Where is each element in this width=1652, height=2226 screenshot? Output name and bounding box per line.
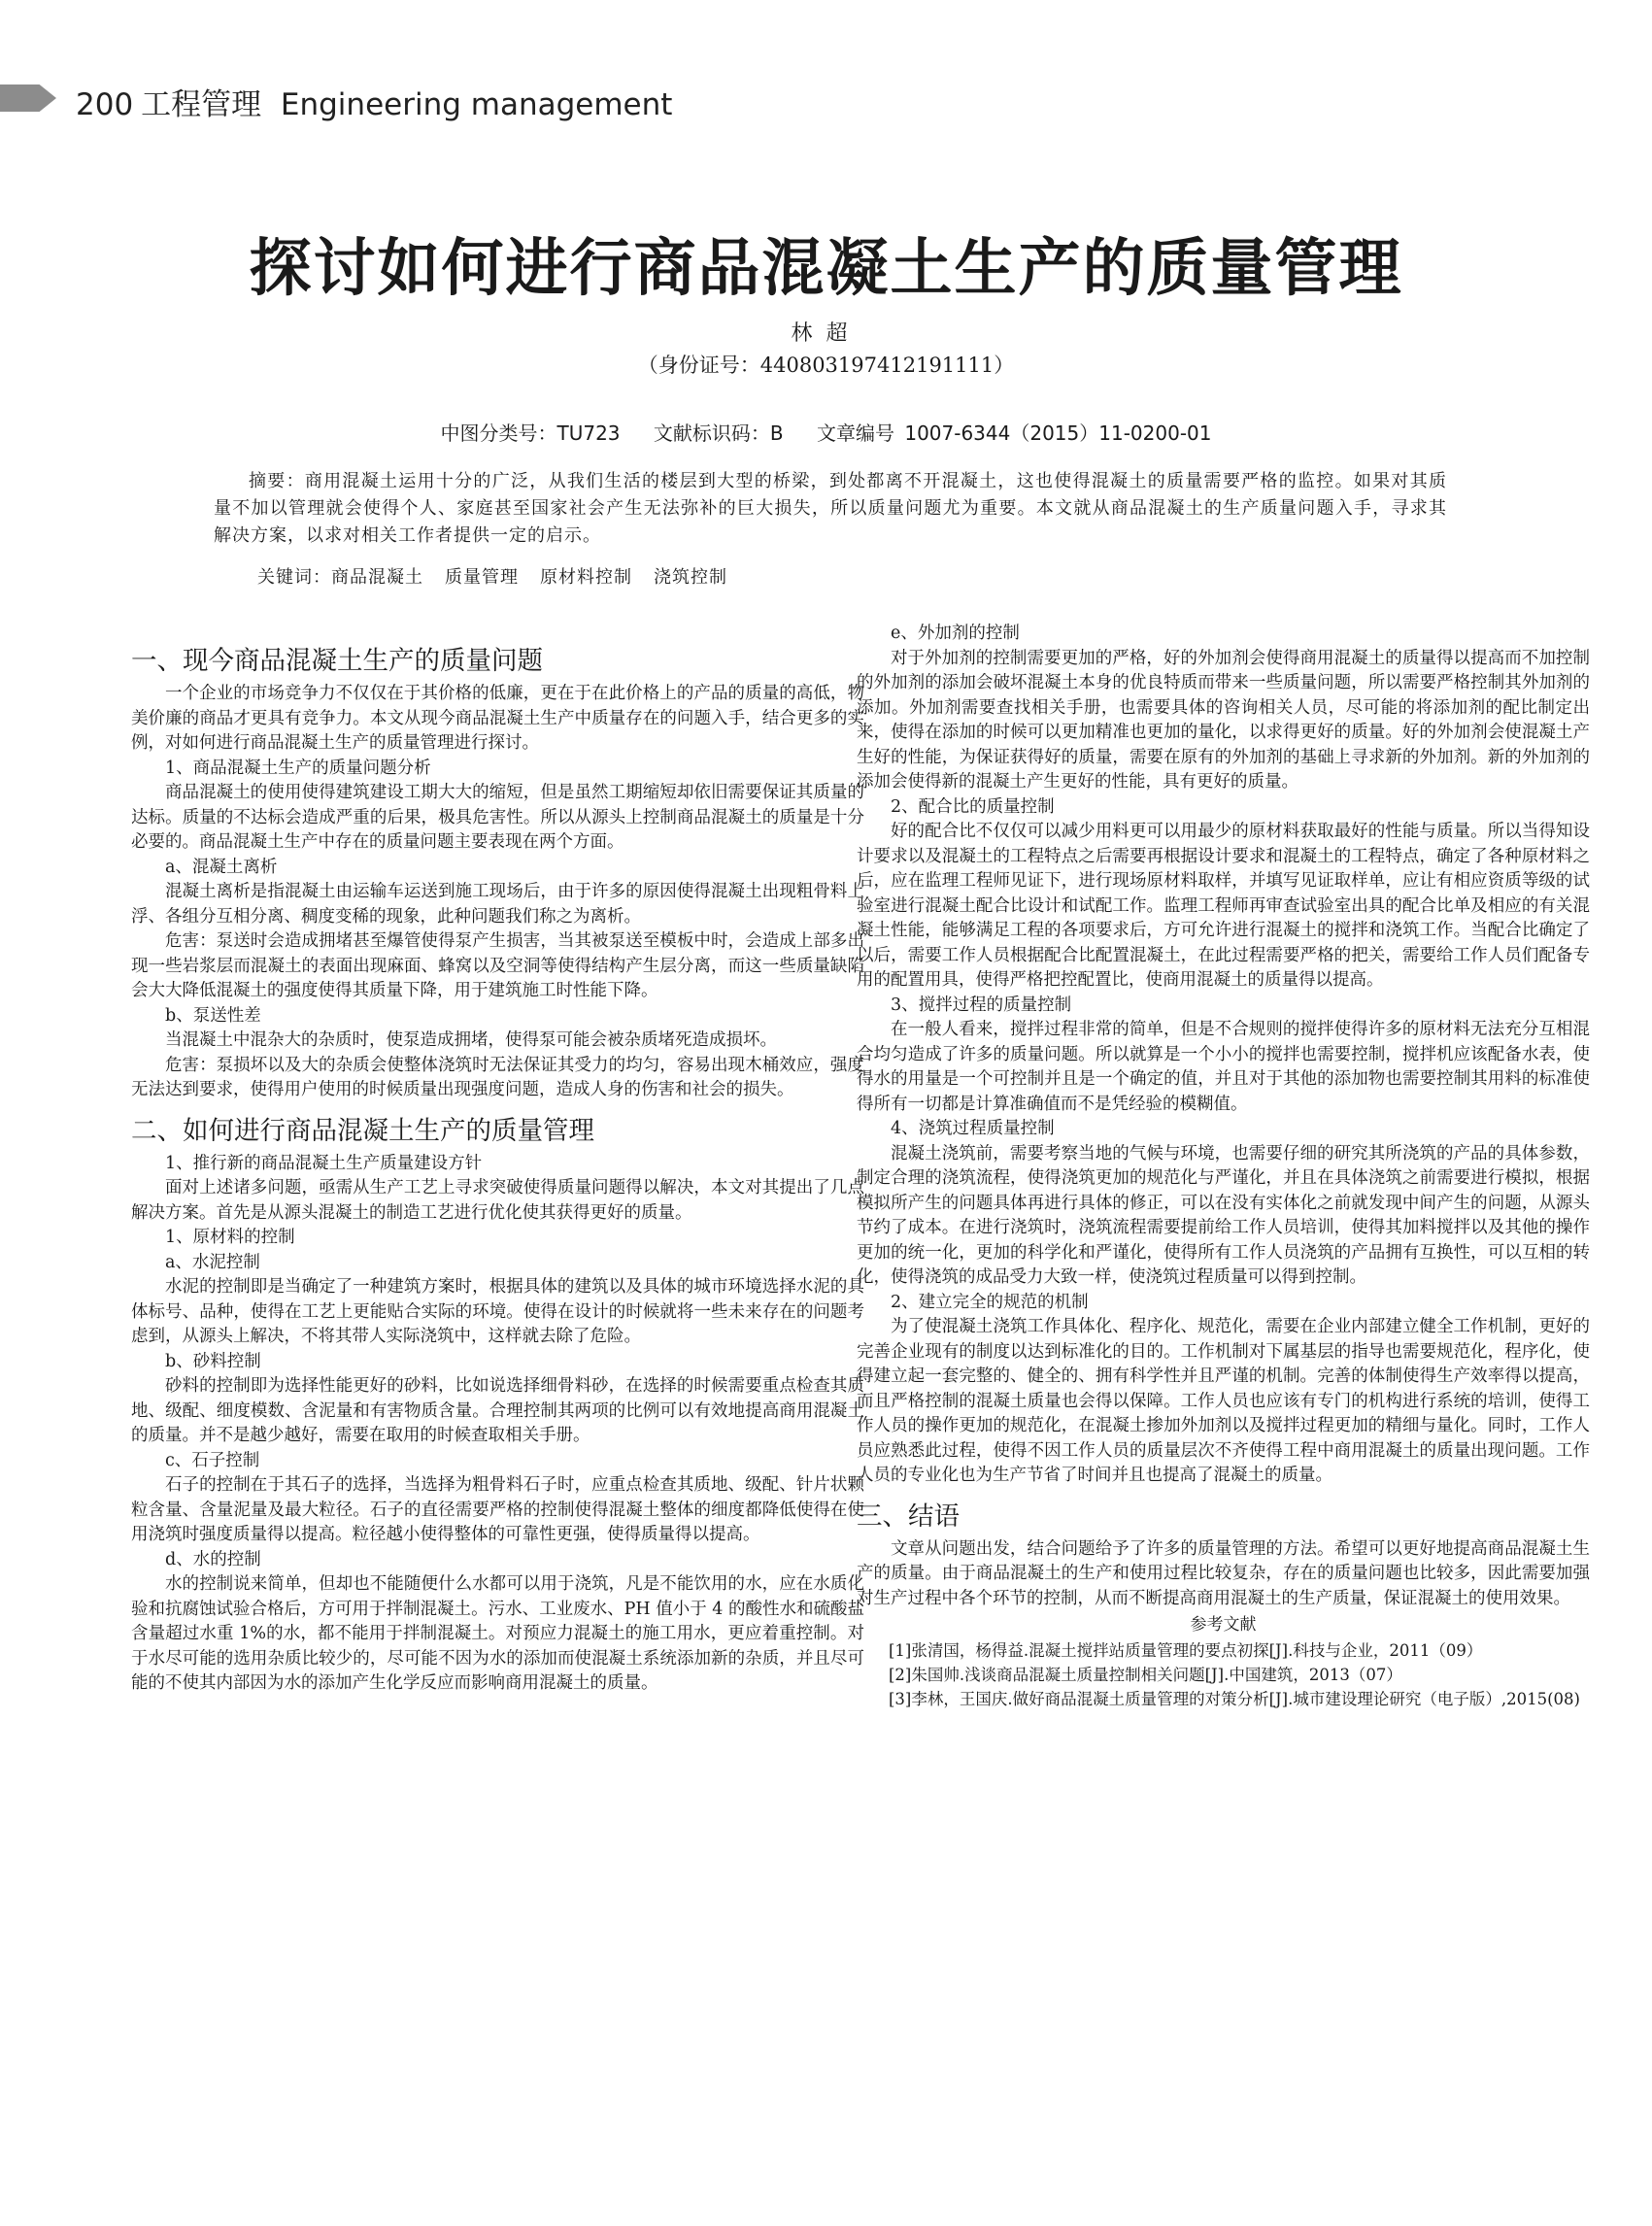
doc-code: 文献标识码：B xyxy=(653,422,784,445)
reference-item: [2]朱国帅.浅谈商品混凝土质量控制相关问题[J].中国建筑，2013（07） xyxy=(889,1665,1402,1684)
subheading: a、混凝土离析 xyxy=(165,857,278,877)
subheading: 1、商品混凝土生产的质量问题分析 xyxy=(165,758,431,778)
subheading: 1、推行新的商品混凝土生产质量建设方针 xyxy=(165,1153,483,1173)
keyword: 原材料控制 xyxy=(540,567,632,588)
subheading: b、泵送性差 xyxy=(165,1005,261,1026)
author-name: 林超 xyxy=(791,321,861,346)
right-column xyxy=(857,622,1590,1711)
clc-number: 中图分类号：TU723 xyxy=(440,422,621,445)
paragraph: 危害：泵损坏以及大的杂质会使整体浇筑时无法保证其受力的均匀，容易出现木桶效应，强度无法达到要求，使得用户使用的时候质量出现强度问题，造成人身的伤害和社会的损失。 xyxy=(131,1055,864,1099)
subheading: 2、配合比的质量控制 xyxy=(891,796,1055,817)
keyword: 浇筑控制 xyxy=(654,567,727,588)
running-header xyxy=(76,80,672,123)
paragraph: 当混凝土中混杂大的杂质时，使泵造成拥堵，使得泵可能会被杂质堵死造成损坏。 xyxy=(165,1030,777,1050)
paragraph: 商品混凝土的使用使得建筑建设工期大大的缩短，但是虽然工期缩短却依旧需要保证其质量的达标。质量的不达标会造成严重的后果，极具危害性。所以从源头上控制商品混凝土的质量是十分必要的。商品混凝土生产中存在的质量问题主要表现在两个方面。 xyxy=(131,783,864,852)
paragraph: 水泥的控制即是当确定了一种建筑方案时，根据具体的建筑以及具体的城市环境选择水泥的具体标号、品种，使得在工艺上更能贴合实际的环境。使得在设计的时候就将一些未来存在的问题考虑到，从源头上解决，不将其带人实际浇筑中，这样就去除了危险。 xyxy=(131,1277,864,1346)
paragraph: 面对上述诸多问题，亟需从生产工艺上寻求突破使得质量问题得以解决，本文对其提出了几点解决方案。首先是从源头混凝土的制造工艺进行优化使其获得更好的质量。 xyxy=(131,1178,864,1223)
header-arrow-bar xyxy=(0,84,56,112)
subheading: a、水泥控制 xyxy=(165,1252,260,1272)
keywords xyxy=(257,563,749,589)
header-section-cn: 工程管理 xyxy=(141,87,262,122)
paragraph: 在一般人看来，搅拌过程非常的简单，但是不合规则的搅拌使得许多的原材料无法充分互相混合均匀造成了许多的质量问题。所以就算是一个小小的搅拌也需要控制，搅拌机应该配备水表，使得水的用量是一个可控制并且是一个确定的值，并且对于其他的添加物也需要控制其用料的标准使得所有一切都是计算准确值而不是凭经验的模糊值。 xyxy=(857,1020,1590,1114)
reference-item: [3]李林，王国庆.做好商品混凝土质量管理的对策分析[J].城市建设理论研究（电子版）,2015(08) xyxy=(889,1689,1580,1708)
reference-item: [1]张清国，杨得益.混凝土搅拌站质量管理的要点初探[J].科技与企业，2011（09） xyxy=(889,1640,1483,1660)
paragraph: 水的控制说来简单，但却也不能随便什么水都可以用于浇筑，凡是不能饮用的水，应在水质化验和抗腐蚀试验合格后，方可用于拌制混凝土。污水、工业废水、PH 值小于 4 的酸性水和硫酸盐含量超过水重 1%的水，都不能用于拌制混凝土。对预应力混凝土的施工用水，更应着重控制。对于水尽可能的选用杂质比较少的，尽可能不因为水的添加而使混凝土系统添加新的杂质，并且尽可能的不使其内部因为水的添加产生化学反应而影响商用混凝土的质量。 xyxy=(131,1574,864,1693)
subheading: b、砂料控制 xyxy=(165,1351,261,1371)
subheading: 4、浇筑过程质量控制 xyxy=(891,1119,1055,1138)
left-column xyxy=(131,622,864,1697)
subheading: 3、搅拌过程的质量控制 xyxy=(891,995,1072,1015)
section-heading-1: 一、现今商品混凝土生产的质量问题 xyxy=(131,646,543,676)
article-number: 文章编号 1007-6344（2015）11-0200-01 xyxy=(816,422,1212,445)
paragraph: 对于外加剂的控制需要更加的严格，好的外加剂会使得商用混凝土的质量得以提高而不加控制的外加剂的添加会破坏混凝土本身的优良特质而带来一些质量问题，所以需要严格控制其外加剂的添加。外加剂需要查找相关手册，也需要具体的咨询相关人员，尽可能的将添加剂的配比制定出来，使得在添加的时候可以更加精准也更加的量化，以求得更好的质量。好的外加剂会使混凝土产生好的性能，为保证获得好的质量，需要在原有的外加剂的基础上寻求新的外加剂。新的外加剂的添加会使得新的混凝土产生更好的性能，具有更好的质量。 xyxy=(857,648,1590,792)
references-title: 参考文献 xyxy=(1190,1615,1257,1635)
paragraph: 一个企业的市场竞争力不仅仅在于其价格的低廉，更在于在此价格上的产品的质量的高低，物美价廉的商品才更具有竞争力。本文从现今商品混凝土生产中质量存在的问题入手，结合更多的实例，对如何进行商品混凝土生产的质量管理进行探讨。 xyxy=(131,684,864,753)
paragraph: 危害：泵送时会造成拥堵甚至爆管使得泵产生损害，当其被泵送至模板中时，会造成上部多出现一些岩浆层而混凝土的表面出现麻面、蜂窝以及空洞等使得结构产生层分离，而这一些质量缺陷会大大降低混凝土的强度使得其质量下降，用于建筑施工时性能下降。 xyxy=(131,931,864,1000)
paragraph: 砂料的控制即为选择性能更好的砂料，比如说选择细骨料砂，在选择的时候需要重点检查其质地、级配、细度模数、含泥量和有害物质含量。合理控制其两项的比例可以有效地提高商用混凝土的质量。并不是越少越好，需要在取用的时候查取相关手册。 xyxy=(131,1376,864,1445)
paragraph: 混凝土浇筑前，需要考察当地的气候与环境，也需要仔细的研究其所浇筑的产品的具体参数，制定合理的浇筑流程，使得浇筑更加的规范化与严谨化，并且在具体浇筑之前需要进行模拟，根据模拟所产生的问题具体再进行具体的修正，可以在没有实体化之前就发现中间产生的问题，从源头节约了成本。在进行浇筑时，浇筑流程需要提前给工作人员培训，使得其加料搅拌以及其他的操作更加的统一化，更加的科学化和严谨化，使得所有工作人员浇筑的产品拥有互换性，可以互相的转化，使得浇筑的成品受力大致一样，使浇筑过程质量可以得到控制。 xyxy=(857,1143,1590,1287)
subheading: c、石子控制 xyxy=(165,1450,260,1470)
keywords-label: 关键词： xyxy=(257,567,331,588)
section-heading-3: 三、结语 xyxy=(857,1501,960,1532)
author-id: （身份证号：440803197412191111） xyxy=(637,354,1015,377)
article-title: 探讨如何进行商品混凝土生产的质量管理 xyxy=(249,232,1403,305)
abstract: 摘要：商用混凝土运用十分的广泛，从我们生活的楼层到大型的桥梁，到处都离不开混凝土，这也使得混凝土的质量需要严格的监控。如果对其质量不加以管理就会使得个人、家庭甚至国家社会产生无法弥补的巨大损失，所以质量问题尤为重要。本文就从商品混凝土的生产质量问题入手，寻求其解决方案，以求对相关工作者提供一定的启示。 xyxy=(214,471,1447,546)
subheading: e、外加剂的控制 xyxy=(891,624,1020,643)
subheading: 1、原材料的控制 xyxy=(165,1228,295,1247)
paragraph: 好的配合比不仅仅可以减少用料更可以用最少的原材料获取最好的性能与质量。所以当得知设计要求以及混凝土的工程特点之后需要再根据设计要求和混凝土的工程特点，确定了各种原材料之后，应在监理工程师见证下，进行现场原材料取样，并填写见证取样单，应让有相应资质等级的试验室进行混凝土配合比设计和试配工作。监理工程师再审查试验室出具的配合比单及相应的有关混凝土性能，能够满足工程的各项要求后，方可允许进行混凝土的搅拌和浇筑工作。当配合比确定了以后，需要工作人员根据配合比配置混凝土，在此过程需要严格的把关，需要给工作人员们配备专用的配置用具，使得严格把控配置比，使商用混凝土的质量得以提高。 xyxy=(857,822,1590,990)
subheading: 2、建立完全的规范的机制 xyxy=(891,1292,1089,1312)
page-number: 200 xyxy=(76,87,134,122)
paragraph: 文章从问题出发，结合问题给予了许多的质量管理的方法。希望可以更好地提高商品混凝土生产的质量。由于商品混凝土的生产和使用过程比较复杂，存在的质量问题也比较多，因此需要加强对生产过程中各个环节的控制，从而不断提高商用混凝土的生产质量，保证混凝土的使用效果。 xyxy=(857,1538,1590,1608)
paragraph: 石子的控制在于其石子的选择，当选择为粗骨料石子时，应重点检查其质地、级配、针片状颗粒含量、含量泥量及最大粒径。石子的直径需要严格的控制使得混凝土整体的细度都降低使得在使用浇筑时强度质量得以提高。粒径越小使得整体的可靠性更强，使得质量得以提高。 xyxy=(131,1475,864,1544)
keyword: 商品混凝土 xyxy=(331,567,423,588)
classification-line xyxy=(0,418,1652,446)
paragraph: 混凝土离析是指混凝土由运输车运送到施工现场后，由于许多的原因使得混凝土出现粗骨料上浮、各组分互相分离、稠度变稀的现象，此种问题我们称之为离析。 xyxy=(131,882,864,927)
subheading: d、水的控制 xyxy=(165,1549,261,1569)
paragraph: 为了使混凝土浇筑工作具体化、程序化、规范化，需要在企业内部建立健全工作机制，更好的完善企业现有的制度以达到标准化的目的。工作机制对下属基层的指导也需要规范化，程序化，使得建立起一套完整的、健全的、拥有科学性并且严谨的机制。完善的体制使得生产效率得以提高，而且严格控制的混凝土质量也会得以保障。工作人员也应该有专门的机构进行系统的培训，使得工作人员的操作更加的规范化，在混凝土掺加外加剂以及搅拌过程更加的精细与量化。同时，工作人员应熟悉此过程，使得不因工作人员的质量层次不齐使得工程中商用混凝土的质量出现问题。工作人员的专业化也为生产节省了时间并且也提高了混凝土的质量。 xyxy=(857,1317,1590,1485)
header-section-en: Engineering management xyxy=(280,87,673,122)
section-heading-2: 二、如何进行商品混凝土生产的质量管理 xyxy=(131,1115,594,1146)
keyword: 质量管理 xyxy=(445,567,519,588)
